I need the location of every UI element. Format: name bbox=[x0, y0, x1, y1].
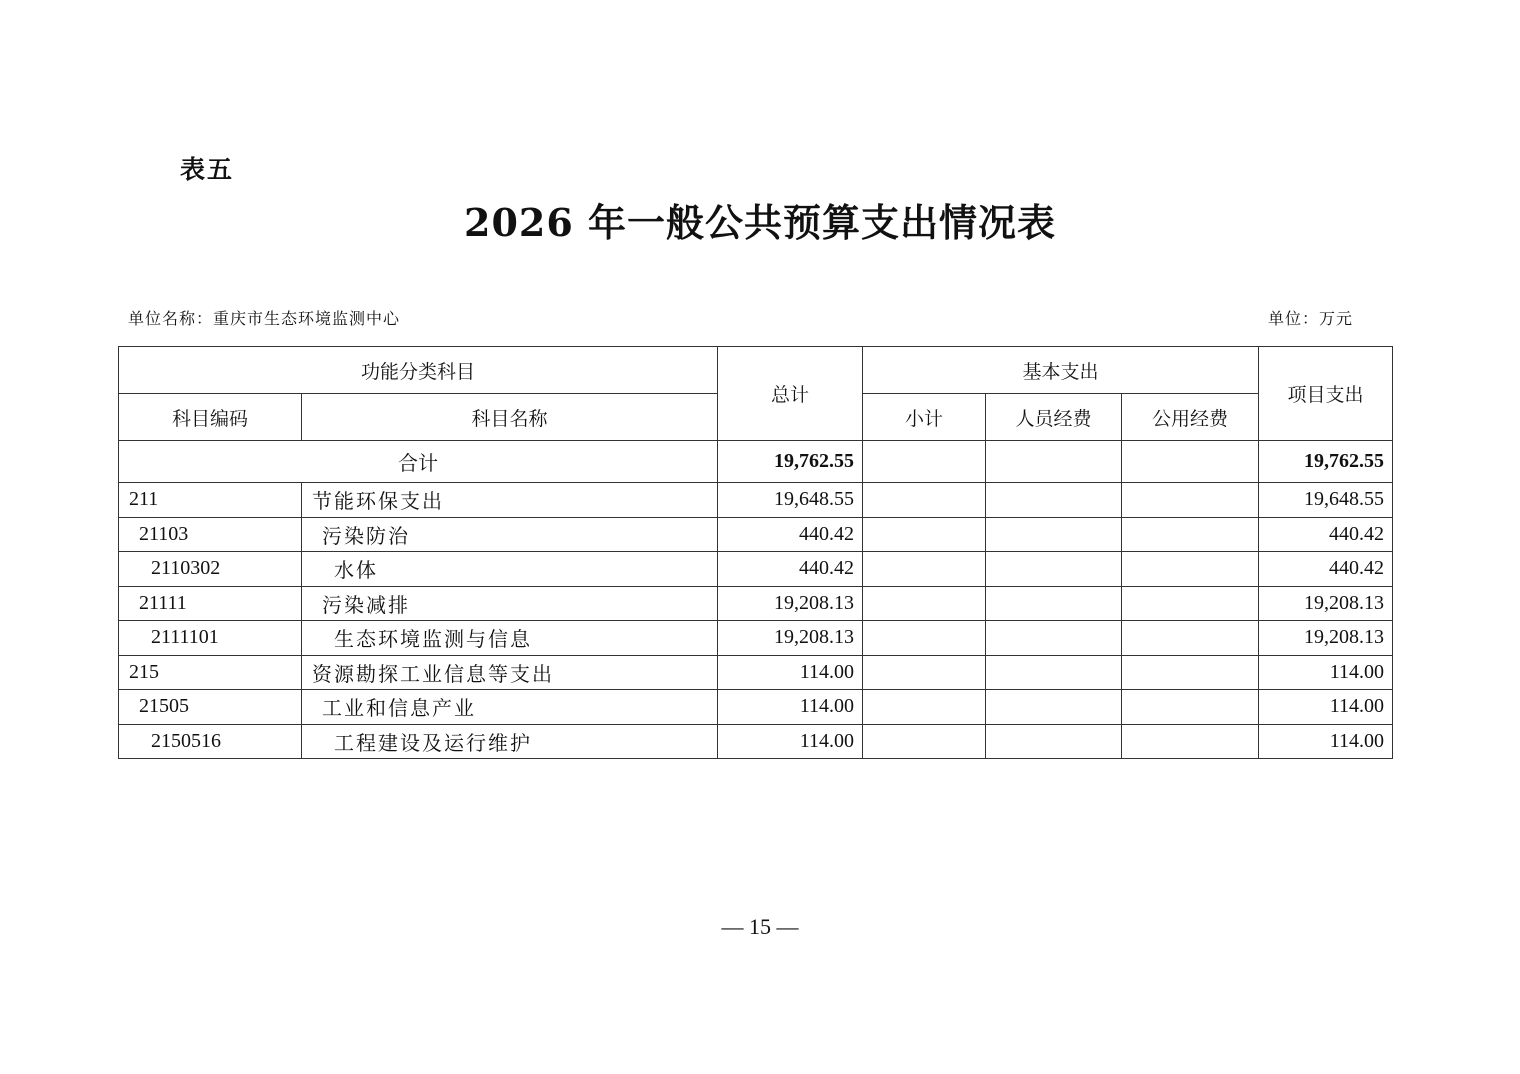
cell-personnel bbox=[986, 552, 1122, 587]
cell-total: 19,648.55 bbox=[718, 483, 863, 518]
header-subject-code: 科目编码 bbox=[119, 394, 302, 441]
cell-subtotal bbox=[863, 724, 986, 759]
header-personnel: 人员经费 bbox=[986, 394, 1122, 441]
subject-code: 2111101 bbox=[119, 621, 302, 656]
total-row bbox=[119, 441, 1393, 483]
subject-code: 21111 bbox=[119, 586, 302, 621]
cell-public-use bbox=[1122, 655, 1259, 690]
cell-project: 19,208.13 bbox=[1259, 586, 1393, 621]
subject-name: 资源勘探工业信息等支出 bbox=[302, 655, 718, 690]
cell-total: 19,208.13 bbox=[718, 621, 863, 656]
unit-name: 单位名称：重庆市生态环境监测中心 bbox=[128, 309, 401, 328]
subject-code: 21505 bbox=[119, 690, 302, 725]
cell-public-use bbox=[1122, 690, 1259, 725]
cell-project: 114.00 bbox=[1259, 690, 1393, 725]
header-subject-name: 科目名称 bbox=[302, 394, 718, 441]
total-cell-project: 19,762.55 bbox=[1259, 441, 1393, 483]
document-title: 2026 年一般公共预算支出情况表 bbox=[464, 200, 1056, 245]
subject-code: 2150516 bbox=[119, 724, 302, 759]
cell-project: 19,208.13 bbox=[1259, 621, 1393, 656]
cell-subtotal bbox=[863, 586, 986, 621]
cell-personnel bbox=[986, 724, 1122, 759]
header-basic-expenditure: 基本支出 bbox=[863, 347, 1259, 394]
total-cell-public-use bbox=[1122, 441, 1259, 483]
subject-code: 2110302 bbox=[119, 552, 302, 587]
cell-subtotal bbox=[863, 621, 986, 656]
cell-public-use bbox=[1122, 724, 1259, 759]
cell-personnel bbox=[986, 586, 1122, 621]
cell-total: 114.00 bbox=[718, 724, 863, 759]
cell-public-use bbox=[1122, 586, 1259, 621]
header-functional-classification: 功能分类科目 bbox=[119, 347, 718, 394]
unit-label: 单位：万元 bbox=[1268, 309, 1354, 328]
table-row bbox=[119, 621, 1393, 656]
cell-subtotal bbox=[863, 655, 986, 690]
cell-total: 114.00 bbox=[718, 690, 863, 725]
cell-personnel bbox=[986, 517, 1122, 552]
cell-personnel bbox=[986, 655, 1122, 690]
table-row bbox=[119, 517, 1393, 552]
table-label: 表五 bbox=[180, 155, 235, 184]
table-row bbox=[119, 724, 1393, 759]
subject-name: 水体 bbox=[302, 552, 718, 587]
cell-personnel bbox=[986, 483, 1122, 518]
cell-public-use bbox=[1122, 483, 1259, 518]
cell-public-use bbox=[1122, 621, 1259, 656]
cell-personnel bbox=[986, 621, 1122, 656]
subject-name: 工程建设及运行维护 bbox=[302, 724, 718, 759]
cell-subtotal bbox=[863, 552, 986, 587]
cell-total: 19,208.13 bbox=[718, 586, 863, 621]
budget-table bbox=[118, 346, 1393, 759]
table-row bbox=[119, 552, 1393, 587]
total-label: 合计 bbox=[119, 441, 718, 483]
subject-code: 211 bbox=[119, 483, 302, 518]
table-row bbox=[119, 483, 1393, 518]
table-row bbox=[119, 586, 1393, 621]
table-row bbox=[119, 655, 1393, 690]
cell-project: 114.00 bbox=[1259, 655, 1393, 690]
cell-personnel bbox=[986, 690, 1122, 725]
cell-subtotal bbox=[863, 517, 986, 552]
total-cell-personnel bbox=[986, 441, 1122, 483]
subject-name: 生态环境监测与信息 bbox=[302, 621, 718, 656]
cell-project: 114.00 bbox=[1259, 724, 1393, 759]
cell-public-use bbox=[1122, 517, 1259, 552]
cell-subtotal bbox=[863, 690, 986, 725]
cell-total: 114.00 bbox=[718, 655, 863, 690]
subject-name: 污染减排 bbox=[302, 586, 718, 621]
page-number: — 15 — bbox=[721, 914, 799, 939]
cell-total: 440.42 bbox=[718, 517, 863, 552]
table-row bbox=[119, 690, 1393, 725]
subject-code: 215 bbox=[119, 655, 302, 690]
cell-total: 440.42 bbox=[718, 552, 863, 587]
header-public-use: 公用经费 bbox=[1122, 394, 1259, 441]
total-cell-subtotal bbox=[863, 441, 986, 483]
total-cell-total: 19,762.55 bbox=[718, 441, 863, 483]
cell-public-use bbox=[1122, 552, 1259, 587]
subject-name: 节能环保支出 bbox=[302, 483, 718, 518]
cell-project: 440.42 bbox=[1259, 517, 1393, 552]
subject-code: 21103 bbox=[119, 517, 302, 552]
cell-project: 19,648.55 bbox=[1259, 483, 1393, 518]
header-project-expenditure: 项目支出 bbox=[1259, 347, 1393, 441]
subject-name: 污染防治 bbox=[302, 517, 718, 552]
header-total: 总计 bbox=[718, 347, 863, 441]
cell-project: 440.42 bbox=[1259, 552, 1393, 587]
subject-name: 工业和信息产业 bbox=[302, 690, 718, 725]
header-subtotal: 小计 bbox=[863, 394, 986, 441]
cell-subtotal bbox=[863, 483, 986, 518]
